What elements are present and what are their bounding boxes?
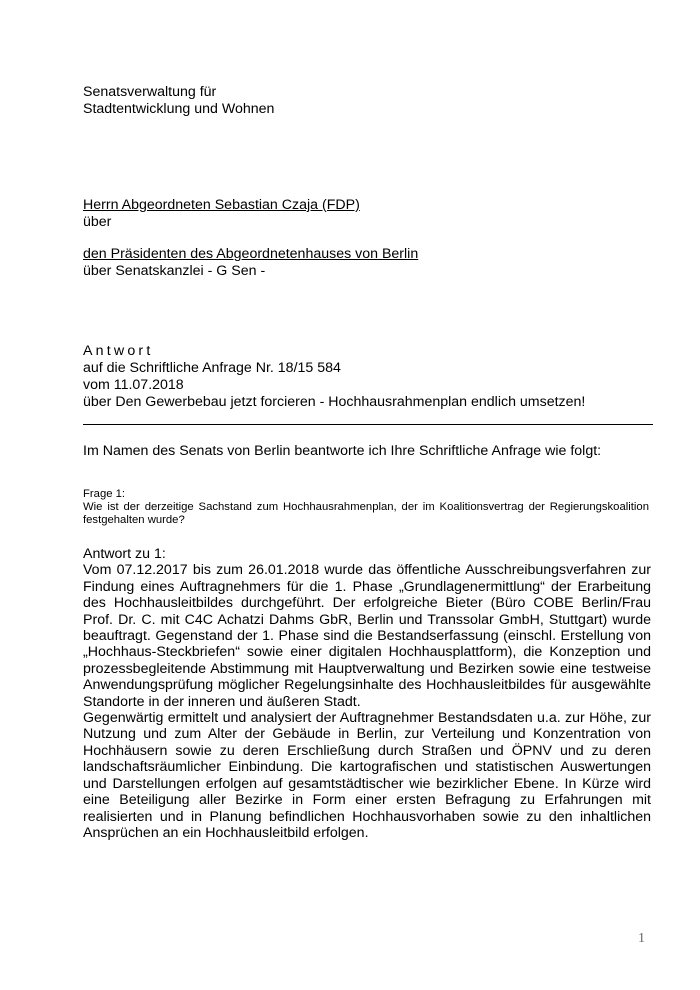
question-block	[83, 488, 649, 527]
recipient-via: über	[83, 214, 112, 230]
answer-paragraph-2: Gegenwärtig ermittelt und analysiert der Auftragnehmer Bestandsdaten u.a. zur Höhe, zur Nutzung und zum Alter der Gebäude in Berlin, zur Verteilung und Konzentration von Hochhäusern sowie zu deren Erschließung durch Straßen und ÖPNV und zu deren landschaftsräumlicher Einbindung. Die kartografischen und statistischen Auswertungen und Darstellungen erfolgen auf gesamtstädtischer wie bezirklicher Ebene. In Kürze wird eine Beteiligung aller Bezirke in Form einer ersten Befragung zu Erfahrungen mit realisierten und in Planung befindlichen Hochhausvorhaben sowie zu den inhaltlichen Ansprüchen an ein Hochhausleitbild erfolgen.	[83, 710, 651, 841]
answer-title: Antwort	[83, 343, 154, 359]
president-line: den Präsidenten des Abgeordnetenhauses von Berlin	[83, 246, 419, 262]
page-number: 1	[638, 931, 645, 946]
recipient-block	[83, 197, 653, 231]
president-block	[83, 246, 653, 280]
question-label: Frage 1:	[83, 488, 126, 500]
intro-sentence: Im Namen des Senats von Berlin beantworte ich Ihre Schriftliche Anfrage wie folgt:	[83, 443, 602, 459]
sender-line-2: Stadtentwicklung und Wohnen	[83, 101, 275, 117]
chancellery-line: über Senatskanzlei - G Sen -	[83, 263, 266, 279]
sender-block	[83, 84, 653, 118]
inquiry-date: vom 11.07.2018	[83, 377, 184, 393]
answer-label: Antwort zu 1:	[83, 546, 166, 562]
answer-block	[83, 546, 651, 841]
divider-line	[83, 424, 653, 425]
inquiry-subject: über Den Gewerbebau jetzt forcieren - Hochhausrahmenplan endlich umsetzen!	[83, 394, 586, 410]
answer-paragraph-1: Vom 07.12.2017 bis zum 26.01.2018 wurde das öffentliche Ausschreibungsverfahren zur Findung eines Auftragnehmers für die 1. Phase „Grundlagenermittlung“ der Erarbeitung des Hochhausleitbildes durchgeführt. Der erfolgreiche Bieter (Büro COBE Berlin/Frau Prof. Dr. C. mit C4C Achatzi Dahms GbR, Berlin und Transsolar GmbH, Stuttgart) wurde beauftragt. Gegenstand der 1. Phase sind die Bestandserfassung (einschl. Erstellung von „Hochhaus-Steckbriefen“ sowie einer digitalen Hochhausplattform), die Konzeption und prozessbegleitende Abstimmung mit Hauptverwaltung und Bezirken sowie eine testweise Anwendungsprüfung möglicher Regelungsinhalte des Hochhausleitbildes für ausgewählte Standorte in der inneren und äußeren Stadt.	[83, 562, 651, 710]
intro-text	[83, 443, 653, 460]
answer-header	[83, 343, 653, 411]
question-text: Wie ist der derzeitige Sachstand zum Hochhausrahmenplan, der im Koalitionsvertrag der Regierungskoalition festgehalten wurde?	[83, 501, 649, 526]
sender-line-1: Senatsverwaltung für	[83, 84, 217, 100]
recipient-name: Herrn Abgeordneten Sebastian Czaja (FDP)	[83, 197, 360, 213]
inquiry-number: auf die Schriftliche Anfrage Nr. 18/15 584	[83, 360, 341, 376]
